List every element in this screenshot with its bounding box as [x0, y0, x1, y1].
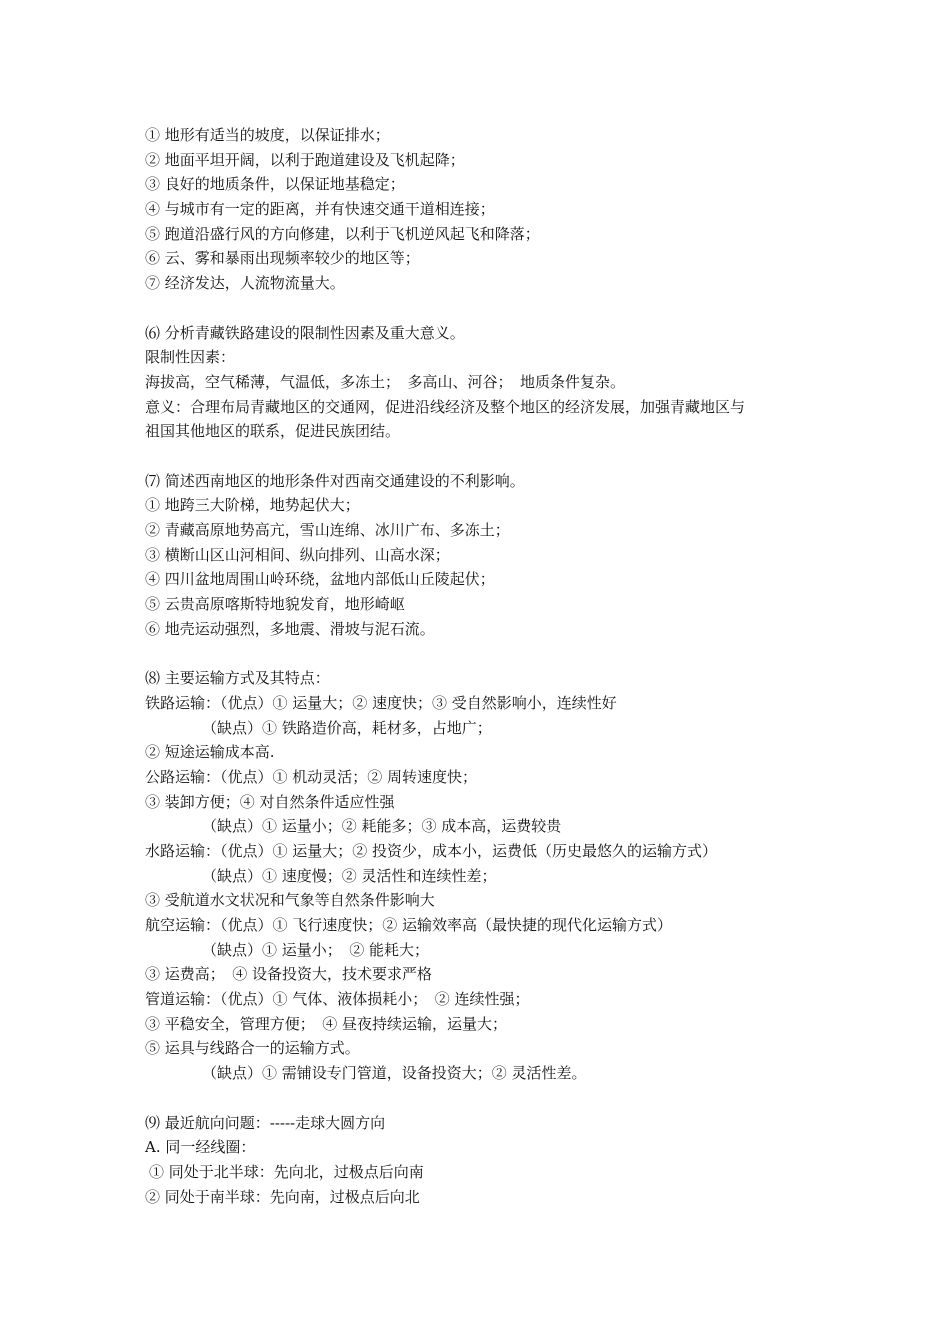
- paragraph-line: 海拔高，空气稀薄，气温低，多冻土； 多高山、河谷； 地质条件复杂。: [145, 372, 626, 391]
- paragraph-gap: [145, 641, 825, 666]
- list-item: ② 青藏高原地势高亢，雪山连绵、冰川广布、多冻土；: [145, 521, 510, 539]
- paragraph-gap: [145, 296, 825, 321]
- section-heading: ⑺ 简述西南地区的地形条件对西南交通建设的不利影响。: [145, 471, 525, 490]
- road-pros-continued: ③ 装卸方便；④ 对自然条件适应性强: [145, 792, 395, 811]
- airport-conditions-list: [145, 123, 825, 296]
- rail-pros: 铁路运输：（优点）① 运量大；② 速度快；③ 受自然影响小，连续性好: [145, 693, 617, 712]
- paragraph-line: 祖国其他地区的联系，促进民族团结。: [145, 422, 401, 441]
- air-pros: 航空运输：（优点）① 飞行速度快；② 运输效率高（最快捷的现代化运输方式）: [145, 916, 673, 934]
- list-item: ⑥ 地壳运动强烈，多地震、滑坡与泥石流。: [145, 619, 435, 638]
- paragraph-gap: [145, 444, 825, 469]
- water-cons-continued: ③ 受航道水文状况和气象等自然条件影响大: [145, 891, 435, 910]
- list-item: ⑤ 云贵高原喀斯特地貌发育，地形崎岖: [145, 595, 405, 614]
- water-pros: 水路运输：（优点）① 运量大；② 投资少，成本小，运费低（历史最悠久的运输方式）: [145, 841, 718, 860]
- section-9: [145, 1111, 825, 1210]
- rail-cons-continued: ② 短途运输成本高.: [145, 743, 275, 762]
- list-item: ④ 四川盆地周围山岭环绕，盆地内部低山丘陵起伏；: [145, 570, 495, 589]
- list-item: ⑤ 跑道沿盛行风的方向修建，以利于飞机逆风起飞和降落；: [145, 224, 540, 243]
- paragraph-line: 意义：合理布局青藏地区的交通网，促进沿线经济及整个地区的经济发展，加强青藏地区与: [145, 397, 746, 416]
- pipe-cons: （缺点）① 需铺设专门管道，设备投资大；② 灵活性差。: [202, 1064, 587, 1083]
- list-item: ② 同处于南半球：先向南，过极点后向北: [145, 1187, 420, 1206]
- subheading: A. 同一经线圈：: [145, 1138, 256, 1157]
- list-item: ④ 与城市有一定的距离，并有快速交通干道相连接；: [145, 200, 495, 219]
- list-item: ③ 横断山区山河相间、纵向排列、山高水深；: [145, 545, 450, 564]
- road-cons: （缺点）① 运量小；② 耗能多；③ 成本高，运费较贵: [202, 817, 562, 836]
- water-cons: （缺点）① 速度慢；② 灵活性和连续性差；: [202, 866, 497, 885]
- list-item: ① 同处于北半球：先向北，过极点后向南: [149, 1162, 424, 1181]
- document-body: [145, 123, 825, 1209]
- section-6: [145, 321, 825, 444]
- section-8: [145, 666, 825, 1086]
- pipe-pros-continued: ⑤ 运具与线路合一的运输方式。: [145, 1039, 360, 1058]
- air-cons: （缺点）① 运量小； ② 能耗大；: [202, 940, 430, 959]
- section-heading: ⑹ 分析青藏铁路建设的限制性因素及重大意义。: [145, 323, 465, 342]
- list-item: ① 地跨三大阶梯，地势起伏大；: [145, 496, 360, 515]
- air-cons-continued: ③ 运费高； ④ 设备投资大，技术要求严格: [145, 965, 433, 984]
- pipe-pros-continued: ③ 平稳安全，管理方便； ④ 昼夜持续运输，运量大；: [145, 1014, 508, 1033]
- list-item: ⑥ 云、雾和暴雨出现频率较少的地区等；: [145, 249, 420, 268]
- pipe-pros: 管道运输：（优点）① 气体、液体损耗小； ② 连续性强；: [145, 990, 530, 1009]
- list-item: ⑦ 经济发达，人流物流量大。: [145, 274, 345, 293]
- road-pros: 公路运输：（优点）① 机动灵活；② 周转速度快；: [145, 767, 478, 786]
- rail-cons: （缺点）① 铁路造价高，耗材多，占地广；: [202, 718, 492, 737]
- paragraph-line: 限制性因素：: [145, 348, 236, 367]
- section-7: [145, 469, 825, 642]
- list-item: ① 地形有适当的坡度，以保证排水；: [145, 126, 390, 144]
- section-heading: ⑼ 最近航向问题：-----走球大圆方向: [145, 1113, 386, 1132]
- list-item: ② 地面平坦开阔，以利于跑道建设及飞机起降；: [145, 150, 465, 169]
- list-item: ③ 良好的地质条件，以保证地基稳定；: [145, 175, 405, 194]
- paragraph-gap: [145, 1086, 825, 1111]
- section-heading: ⑻ 主要运输方式及其特点：: [145, 669, 330, 688]
